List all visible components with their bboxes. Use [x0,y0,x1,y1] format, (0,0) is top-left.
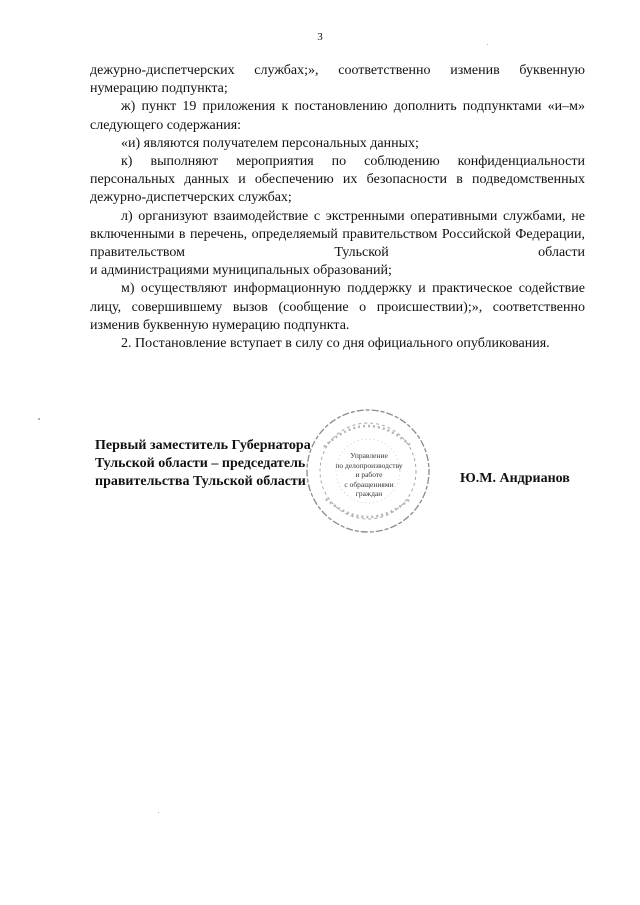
page-number: 3 [317,31,323,43]
document-body [90,62,585,353]
stamp-line: с обращениями [344,479,394,489]
stamp-line: и работе [355,470,383,479]
paragraph: ж) пункт 19 приложения к постановлению дополнить подпунктами «и–м» следующего содержания: [90,99,585,133]
paragraph: дежурно-диспетчерских службах;», соответственно изменив буквенную нумерацию подпункта; [90,63,585,97]
stamp-line: Управление [350,451,388,460]
paragraph: к) выполняют мероприятия по соблюдению конфиденциальности персональных данных и обеспечению их безопасности в подведомственных дежурно-диспетчерских службах; [90,154,585,206]
scan-speck [487,44,488,45]
paragraph: 2. Постановление вступает в силу со дня официального опубликования. [121,336,550,352]
paragraph: «и) являются получателем персональных данных; [121,135,419,151]
signatory-title-line: Тульской области – председатель [95,456,306,471]
scan-speck [38,418,40,420]
signatory-title [95,437,345,491]
signatory-title-line: Первый заместитель Губернатора [95,438,311,453]
paragraph: м) осуществляют информационную поддержку и практическое содействие лицу, совершившему вызов (сообщение о происшествии);», соответственно изменив буквенную нумерацию подпункта. [90,281,585,333]
stamp-line: по делопроизводству [335,460,403,470]
signatory-title-line: правительства Тульской области [95,474,306,489]
stamp-line: граждан [355,489,383,498]
signatory-name: Ю.М. Андрианов [460,471,570,486]
paragraph: и администрациями муниципальных образований; [90,263,392,279]
scan-speck [158,812,159,813]
paragraph: л) организуют взаимодействие с экстренными оперативными службами, не включенными в перечень, определяемый правительством Российской Федерации, правительством Тульской области [90,208,585,261]
